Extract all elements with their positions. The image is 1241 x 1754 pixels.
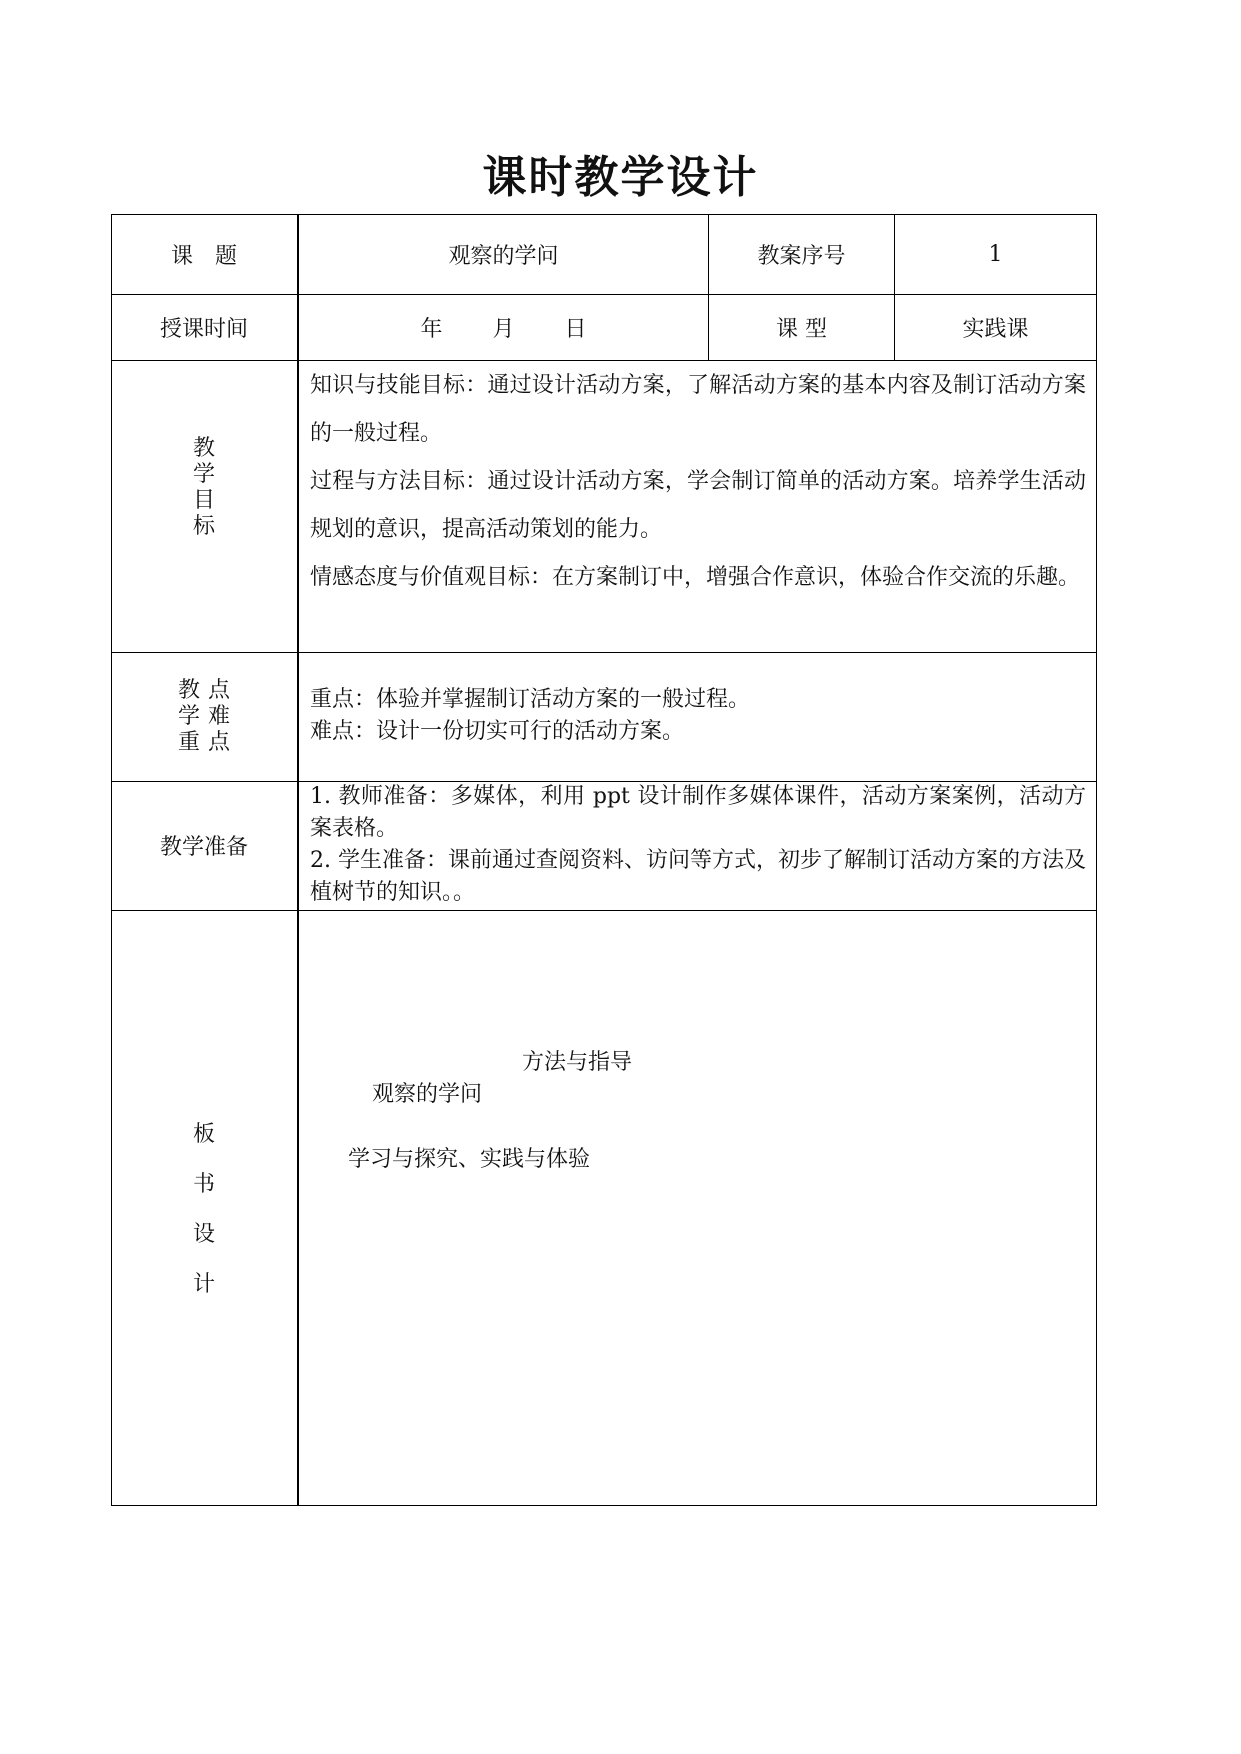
table-border-bottom (111, 1505, 1096, 1506)
topic-label-text: 课 题 (170, 243, 237, 269)
keypoints-label-char: 难 (208, 703, 231, 729)
lesson-type-label-text: 课 型 (776, 316, 827, 342)
board-line-method: 方法与指导 (522, 1050, 633, 1075)
lesson-number-label (709, 214, 894, 294)
column-divider (297, 214, 299, 1506)
keypoints-label-char: 教 (177, 677, 200, 703)
goal-item: 情感态度与价值观目标：在方案制订中，增强合作意识，体验合作交流的乐趣。 (310, 565, 1081, 590)
topic-label (111, 214, 297, 294)
board-label-char: 板 (192, 1122, 215, 1147)
goals-label (111, 360, 297, 652)
row-divider (111, 910, 1096, 911)
keypoints-label (111, 652, 297, 781)
lesson-time-label-text: 授课时间 (159, 316, 248, 342)
goals-content (310, 362, 1086, 602)
year-label: 年 (420, 316, 443, 342)
lesson-type-value (895, 294, 1096, 360)
table-border-right (1096, 214, 1097, 1506)
keypoints-label-char: 点 (208, 729, 231, 755)
page-title: 课时教学设计 (482, 152, 759, 203)
topic-value-text: 观察的学问 (448, 243, 559, 269)
topic-value (299, 214, 708, 294)
goal-item: 知识与技能目标：通过设计活动方案，了解活动方案的基本内容及制订活动方案的一般过程。 (310, 373, 1086, 446)
keypoints-label-char: 重 (177, 729, 200, 755)
month-label: 月 (492, 316, 515, 342)
board-label-char: 计 (192, 1272, 215, 1297)
keypoint-item: 重点：体验并掌握制订活动方案的一般过程。 (310, 687, 751, 712)
day-label: 日 (564, 316, 587, 342)
goals-label-char: 目 (192, 488, 215, 513)
preparation-content (310, 781, 1086, 909)
lesson-date-value (299, 294, 708, 360)
goals-label-char: 标 (192, 514, 215, 539)
board-line-topic: 观察的学问 (372, 1082, 483, 1107)
preparation-label (111, 781, 297, 910)
keypoints-label-char: 点 (208, 677, 231, 703)
board-design-label (111, 1110, 297, 1310)
goal-item: 过程与方法目标：通过设计活动方案，学会制订简单的活动方案。培养学生活动规划的意识，提高活动策划的能力。 (310, 469, 1086, 542)
preparation-label-text: 教学准备 (159, 835, 248, 860)
board-label-char: 书 (192, 1172, 215, 1197)
lesson-type-label (709, 294, 894, 360)
preparation-item: 1. 教师准备：多媒体，利用 ppt 设计制作多媒体课件，活动方案案例，活动方案表格。 (310, 784, 1086, 841)
lesson-number-label-text: 教案序号 (757, 243, 846, 269)
keypoints-label-row (178, 704, 230, 730)
lesson-number-value (895, 214, 1096, 294)
keypoints-content (310, 684, 1086, 748)
keypoint-item: 难点：设计一份切实可行的活动方案。 (310, 719, 685, 744)
lesson-time-label (111, 294, 297, 360)
board-line-practice: 学习与探究、实践与体验 (348, 1147, 591, 1172)
lesson-number-value-text: 1 (988, 241, 1003, 267)
board-label-char: 设 (192, 1222, 215, 1247)
keypoints-label-char: 学 (177, 703, 200, 729)
goals-label-char: 学 (192, 462, 215, 487)
keypoints-label-row (178, 678, 230, 704)
goals-label-char: 教 (192, 436, 215, 461)
preparation-item: 2. 学生准备：课前通过查阅资料、访问等方式，初步了解制订活动方案的方法及植树节的知识。。 (310, 848, 1086, 905)
keypoints-label-row (178, 730, 230, 756)
lesson-type-value-text: 实践课 (962, 316, 1029, 342)
